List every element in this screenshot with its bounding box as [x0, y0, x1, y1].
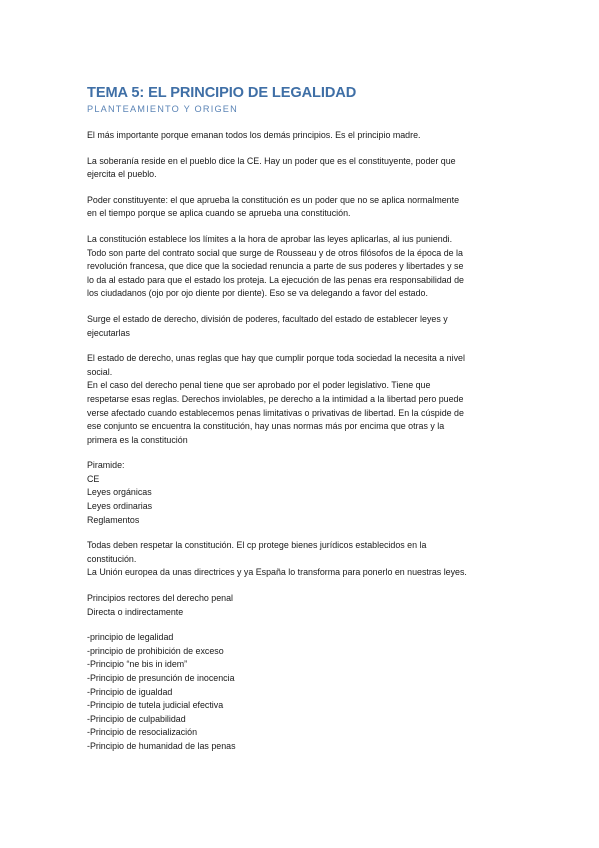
text-line: ejecutarlas — [87, 327, 130, 338]
paragraph — [87, 129, 521, 143]
text-line: respetarse esas reglas. Derechos inviolables, pe derecho a la intimidad a la libertad pero puede — [87, 393, 464, 404]
paragraph — [87, 539, 521, 580]
text-line: en el tiempo porque se aplica cuando se aprueba una constitución. — [87, 208, 351, 219]
paragraph — [87, 459, 521, 527]
paragraph — [87, 155, 521, 182]
text-line: constitución. — [87, 553, 137, 564]
text-line: El más importante porque emanan todos los demás principios. Es el principio madre. — [87, 130, 421, 140]
text-line: CE — [87, 473, 100, 484]
text-line: La soberanía reside en el pueblo dice la CE. Hay un poder que es el constituyente, poder que — [87, 155, 456, 166]
paragraph-gap — [87, 182, 521, 194]
paragraph-gap — [87, 143, 521, 155]
text-line: -Principio de culpabilidad — [87, 713, 186, 724]
document-title: TEMA 5: EL PRINCIPIO DE LEGALIDAD — [87, 85, 357, 101]
text-line: primera es la constitución — [87, 434, 188, 445]
text-line: ejercita el pueblo. — [87, 169, 157, 180]
text-line: Todo son parte del contrato social que surge de Rousseau y de otros filósofos de la época de la — [87, 247, 463, 258]
paragraph — [87, 233, 521, 301]
text-line: -principio de legalidad — [87, 632, 174, 643]
text-line: En el caso del derecho penal tiene que ser aprobado por el poder legislativo. Tiene que — [87, 380, 431, 391]
text-line: Piramide: — [87, 460, 125, 471]
text-line: Directa o indirectamente — [87, 606, 184, 617]
text-line: lo da al estado para que el estado los proteja. La ejecución de las penas era responsabilidad de — [87, 274, 464, 285]
text-line: Reglamentos — [87, 514, 140, 525]
text-line: -principio de prohibición de exceso — [87, 645, 224, 656]
text-line: El estado de derecho, unas reglas que hay que cumplir porque toda sociedad la necesita a nivel — [87, 353, 465, 364]
paragraph-gap — [87, 447, 521, 459]
text-line: Leyes orgánicas — [87, 487, 152, 498]
text-line: revolución francesa, que dice que la sociedad renuncia a parte de sus poderes y libertades y se — [87, 261, 464, 272]
paragraph — [87, 592, 521, 619]
paragraph-gap — [87, 527, 521, 539]
text-line: La constitución establece los límites a la hora de aprobar las leyes aplicarlas, al ius puniendi. — [87, 233, 453, 244]
paragraph — [87, 631, 521, 753]
text-line: verse afectado cuando establecemos penas limitativas o privativas de libertad. En la cúspide de — [87, 407, 464, 418]
paragraph-gap — [87, 221, 521, 233]
text-line: -Principio de tutela judicial efectiva — [87, 700, 224, 711]
document-body — [87, 129, 521, 754]
text-line: los ciudadanos (ojo por ojo diente por diente). Eso se va delegando a favor del estado. — [87, 288, 428, 299]
text-line: Poder constituyente: el que aprueba la constitución es un poder que no se aplica normalmente — [87, 194, 460, 205]
paragraph — [87, 194, 521, 221]
paragraph-gap — [87, 580, 521, 592]
text-line: -Principio de humanidad de las penas — [87, 740, 236, 751]
text-line: Todas deben respetar la constitución. El cp protege bienes jurídicos establecidos en la — [87, 540, 427, 551]
text-line: Leyes ordinarias — [87, 501, 153, 512]
text-line: -Principio de resocialización — [87, 727, 198, 738]
text-line: social. — [87, 366, 113, 377]
paragraph-gap — [87, 340, 521, 352]
text-line: -Principio de presunción de inocencia — [87, 673, 235, 683]
text-line: Surge el estado de derecho, división de poderes, facultado del estado de establecer leyes y — [87, 313, 448, 324]
text-line: La Unión europea da unas directrices y ya España lo transforma para ponerlo en nuestras leyes. — [87, 567, 467, 578]
paragraph — [87, 352, 521, 447]
paragraph-gap — [87, 619, 521, 631]
text-line: -Principio “ne bis in idem” — [87, 659, 188, 670]
text-line: Principios rectores del derecho penal — [87, 593, 234, 604]
paragraph-gap — [87, 301, 521, 313]
paragraph — [87, 313, 521, 340]
document-subtitle: PLANTEAMIENTO Y ORIGEN — [87, 104, 238, 114]
text-line: ese conjunto se encuentra la constitución, hay unas normas más por encima que otras y la — [87, 421, 445, 432]
text-line: -Principio de igualdad — [87, 686, 173, 697]
